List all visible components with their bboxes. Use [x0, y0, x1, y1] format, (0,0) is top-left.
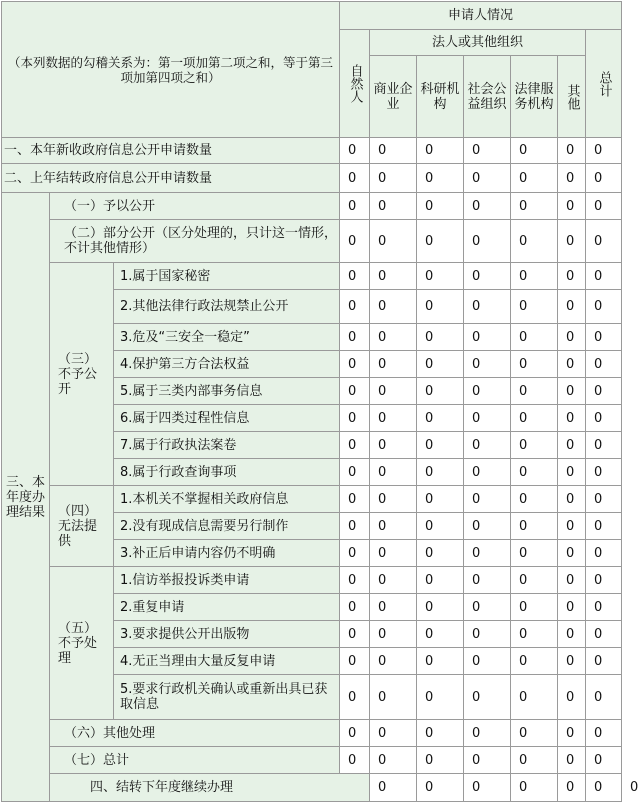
natural-person-header: 自然人 [340, 30, 370, 138]
value-cell: 0 [464, 164, 511, 193]
value-cell: 0 [586, 594, 622, 621]
value-cell: 0 [464, 432, 511, 459]
value-cell: 0 [511, 432, 558, 459]
row-label: 1.信访举报投诉类申请 [114, 567, 340, 594]
value-cell: 0 [558, 540, 586, 567]
relation-note: （本列数据的勾稽关系为：第一项加第二项之和，等于第三项加第四项之和） [2, 2, 340, 138]
value-cell: 0 [464, 263, 511, 290]
value-cell: 0 [417, 290, 464, 324]
value-cell: 0 [511, 138, 558, 164]
value-cell: 0 [340, 351, 370, 378]
value-cell: 0 [417, 675, 464, 720]
value-cell: 0 [511, 164, 558, 193]
section3-label: 三、本年度办理结果 [2, 193, 50, 802]
group-label: （四）无法提供 [50, 486, 114, 567]
value-cell: 0 [586, 164, 622, 193]
value-cell: 0 [340, 290, 370, 324]
value-cell: 0 [417, 263, 464, 290]
value-cell: 0 [586, 290, 622, 324]
value-cell: 0 [586, 220, 622, 263]
table-row [2, 138, 622, 164]
value-cell: 0 [511, 405, 558, 432]
value-cell: 0 [586, 513, 622, 540]
row-label: 4.无正当理由大量反复申请 [114, 648, 340, 675]
value-cell: 0 [558, 513, 586, 540]
value-cell: 0 [586, 263, 622, 290]
row-label: 2.没有现成信息需要另行制作 [114, 513, 340, 540]
value-cell: 0 [370, 405, 417, 432]
value-cell: 0 [558, 621, 586, 648]
legal-service-header: 法律服务机构 [511, 56, 558, 138]
value-cell: 0 [586, 459, 622, 486]
value-cell: 0 [558, 675, 586, 720]
value-cell: 0 [558, 324, 586, 351]
value-cell: 0 [511, 378, 558, 405]
value-cell: 0 [586, 648, 622, 675]
value-cell: 0 [464, 193, 511, 220]
value-cell: 0 [464, 648, 511, 675]
value-cell: 0 [370, 432, 417, 459]
value-cell: 0 [558, 486, 586, 513]
value-cell: 0 [511, 263, 558, 290]
row-label: 3.补正后申请内容仍不明确 [114, 540, 340, 567]
value-cell: 0 [558, 351, 586, 378]
value-cell: 0 [511, 513, 558, 540]
value-cell: 0 [340, 648, 370, 675]
value-cell: 0 [511, 621, 558, 648]
value-cell: 0 [558, 747, 586, 774]
value-cell: 0 [417, 164, 464, 193]
value-cell: 0 [417, 774, 464, 802]
value-cell: 0 [464, 138, 511, 164]
value-cell: 0 [417, 405, 464, 432]
value-cell: 0 [340, 324, 370, 351]
value-cell: 0 [464, 747, 511, 774]
value-cell: 0 [370, 263, 417, 290]
value-cell: 0 [464, 405, 511, 432]
value-cell: 0 [417, 432, 464, 459]
value-cell: 0 [340, 378, 370, 405]
value-cell: 0 [340, 405, 370, 432]
row-label: 1.本机关不掌握相关政府信息 [114, 486, 340, 513]
value-cell: 0 [340, 263, 370, 290]
value-cell: 0 [586, 138, 622, 164]
value-cell: 0 [464, 675, 511, 720]
value-cell: 0 [370, 459, 417, 486]
value-cell: 0 [464, 720, 511, 747]
table-row [2, 747, 622, 774]
table-row [2, 567, 622, 594]
value-cell: 0 [464, 351, 511, 378]
value-cell: 0 [586, 540, 622, 567]
value-cell: 0 [464, 220, 511, 263]
value-cell: 0 [558, 720, 586, 747]
table-row [2, 720, 622, 747]
value-cell: 0 [370, 164, 417, 193]
value-cell: 0 [340, 567, 370, 594]
table-row [2, 220, 622, 263]
research-header: 科研机构 [417, 56, 464, 138]
value-cell: 0 [586, 621, 622, 648]
value-cell: 0 [417, 486, 464, 513]
value-cell: 0 [417, 138, 464, 164]
row-label: 7.属于行政执法案卷 [114, 432, 340, 459]
value-cell: 0 [417, 220, 464, 263]
value-cell: 0 [558, 459, 586, 486]
row-label: 5.要求行政机关确认或重新出具已获取信息 [114, 675, 340, 720]
value-cell: 0 [370, 675, 417, 720]
value-cell: 0 [417, 351, 464, 378]
table-row [2, 263, 622, 290]
value-cell: 0 [464, 513, 511, 540]
table-row: 四、结转下年度继续办理 0 0 0 0 0 0 0 [2, 774, 622, 802]
applicant-situation-header: 申请人情况 [340, 2, 622, 30]
value-cell: 0 [370, 378, 417, 405]
legal-group-header: 法人或其他组织 [370, 30, 586, 56]
value-cell: 0 [511, 220, 558, 263]
value-cell: 0 [370, 720, 417, 747]
value-cell: 0 [417, 567, 464, 594]
value-cell: 0 [340, 193, 370, 220]
value-cell: 0 [558, 193, 586, 220]
value-cell: 0 [511, 648, 558, 675]
value-cell: 0 [586, 486, 622, 513]
value-cell: 0 [586, 774, 622, 802]
value-cell: 0 [511, 193, 558, 220]
value-cell: 0 [464, 290, 511, 324]
value-cell: 0 [340, 621, 370, 648]
value-cell: 0 [340, 594, 370, 621]
value-cell: 0 [417, 459, 464, 486]
row-label: （七）总计 [50, 747, 340, 774]
value-cell: 0 [370, 193, 417, 220]
value-cell: 0 [370, 486, 417, 513]
value-cell: 0 [511, 774, 558, 802]
statistics-table [1, 1, 638, 802]
value-cell: 0 [586, 351, 622, 378]
value-cell: 0 [586, 378, 622, 405]
row-label: 6.属于四类过程性信息 [114, 405, 340, 432]
value-cell: 0 [370, 594, 417, 621]
value-cell: 0 [511, 720, 558, 747]
value-cell: 0 [586, 405, 622, 432]
value-cell: 0 [511, 459, 558, 486]
value-cell: 0 [464, 540, 511, 567]
value-cell: 0 [558, 164, 586, 193]
value-cell: 0 [370, 220, 417, 263]
group-label: （三）不予公开 [50, 263, 114, 486]
value-cell: 0 [558, 378, 586, 405]
value-cell: 0 [586, 567, 622, 594]
value-cell: 0 [340, 459, 370, 486]
value-cell: 0 [370, 567, 417, 594]
row-label: 8.属于行政查询事项 [114, 459, 340, 486]
value-cell: 0 [417, 193, 464, 220]
total-header: 总计 [586, 30, 622, 138]
value-cell: 0 [370, 621, 417, 648]
value-cell: 0 [464, 774, 511, 802]
value-cell: 0 [340, 138, 370, 164]
value-cell: 0 [340, 720, 370, 747]
value-cell: 0 [340, 432, 370, 459]
value-cell: 0 [417, 513, 464, 540]
value-cell: 0 [370, 513, 417, 540]
value-cell: 0 [464, 378, 511, 405]
value-cell: 0 [464, 621, 511, 648]
table-row [2, 486, 622, 513]
value-cell: 0 [558, 594, 586, 621]
row-label: 3.危及“三安全一稳定” [114, 324, 340, 351]
row-label: 2.重复申请 [114, 594, 340, 621]
value-cell: 0 [558, 567, 586, 594]
row-label: 5.属于三类内部事务信息 [114, 378, 340, 405]
value-cell: 0 [340, 675, 370, 720]
value-cell: 0 [511, 675, 558, 720]
value-cell: 0 [586, 720, 622, 747]
value-cell: 0 [511, 290, 558, 324]
row-label: （一）予以公开 [50, 193, 340, 220]
value-cell: 0 [340, 540, 370, 567]
value-cell: 0 [558, 774, 586, 802]
row-label: 四、结转下年度继续办理 [50, 774, 370, 802]
value-cell: 0 [511, 540, 558, 567]
value-cell: 0 [558, 290, 586, 324]
other-header: 其他 [558, 56, 586, 138]
value-cell: 0 [340, 747, 370, 774]
value-cell: 0 [586, 432, 622, 459]
value-cell: 0 [417, 594, 464, 621]
value-cell: 0 [586, 675, 622, 720]
value-cell: 0 [340, 486, 370, 513]
row-label: 4.保护第三方合法权益 [114, 351, 340, 378]
commercial-header: 商业企业 [370, 56, 417, 138]
value-cell: 0 [417, 621, 464, 648]
value-cell: 0 [370, 774, 417, 802]
value-cell: 0 [370, 138, 417, 164]
value-cell: 0 [511, 324, 558, 351]
row-label: 二、上年结转政府信息公开申请数量 [2, 164, 340, 193]
value-cell: 0 [417, 720, 464, 747]
value-cell: 0 [586, 747, 622, 774]
value-cell: 0 [464, 324, 511, 351]
value-cell: 0 [370, 290, 417, 324]
value-cell: 0 [417, 324, 464, 351]
value-cell: 0 [558, 648, 586, 675]
value-cell: 0 [370, 747, 417, 774]
value-cell: 0 [340, 164, 370, 193]
value-cell: 0 [417, 540, 464, 567]
value-cell: 0 [511, 567, 558, 594]
value-cell: 0 [340, 220, 370, 263]
value-cell: 0 [511, 594, 558, 621]
value-cell: 0 [464, 459, 511, 486]
value-cell: 0 [586, 324, 622, 351]
value-cell: 0 [340, 513, 370, 540]
value-cell: 0 [511, 351, 558, 378]
group-label: （五）不予处理 [50, 567, 114, 720]
value-cell: 0 [370, 648, 417, 675]
value-cell: 0 [464, 594, 511, 621]
value-cell: 0 [370, 324, 417, 351]
value-cell: 0 [511, 486, 558, 513]
value-cell: 0 [586, 193, 622, 220]
social-header: 社会公益组织 [464, 56, 511, 138]
value-cell: 0 [558, 432, 586, 459]
table-row [2, 193, 622, 220]
value-cell: 0 [558, 220, 586, 263]
value-cell: 0 [558, 405, 586, 432]
value-cell: 0 [370, 351, 417, 378]
table-row [2, 164, 622, 193]
value-cell: 0 [558, 138, 586, 164]
row-label: （六）其他处理 [50, 720, 340, 747]
row-label: 1.属于国家秘密 [114, 263, 340, 290]
value-cell: 0 [417, 378, 464, 405]
row-label: （二）部分公开（区分处理的，只计这一情形，不计其他情形） [50, 220, 340, 263]
value-cell: 0 [417, 648, 464, 675]
value-cell: 0 [464, 486, 511, 513]
value-cell: 0 [417, 747, 464, 774]
value-cell: 0 [511, 747, 558, 774]
value-cell: 0 [558, 263, 586, 290]
row-label: 3.要求提供公开出版物 [114, 621, 340, 648]
value-cell: 0 [370, 540, 417, 567]
row-label: 2.其他法律行政法规禁止公开 [114, 290, 340, 324]
row-label: 一、本年新收政府信息公开申请数量 [2, 138, 340, 164]
value-cell: 0 [464, 567, 511, 594]
